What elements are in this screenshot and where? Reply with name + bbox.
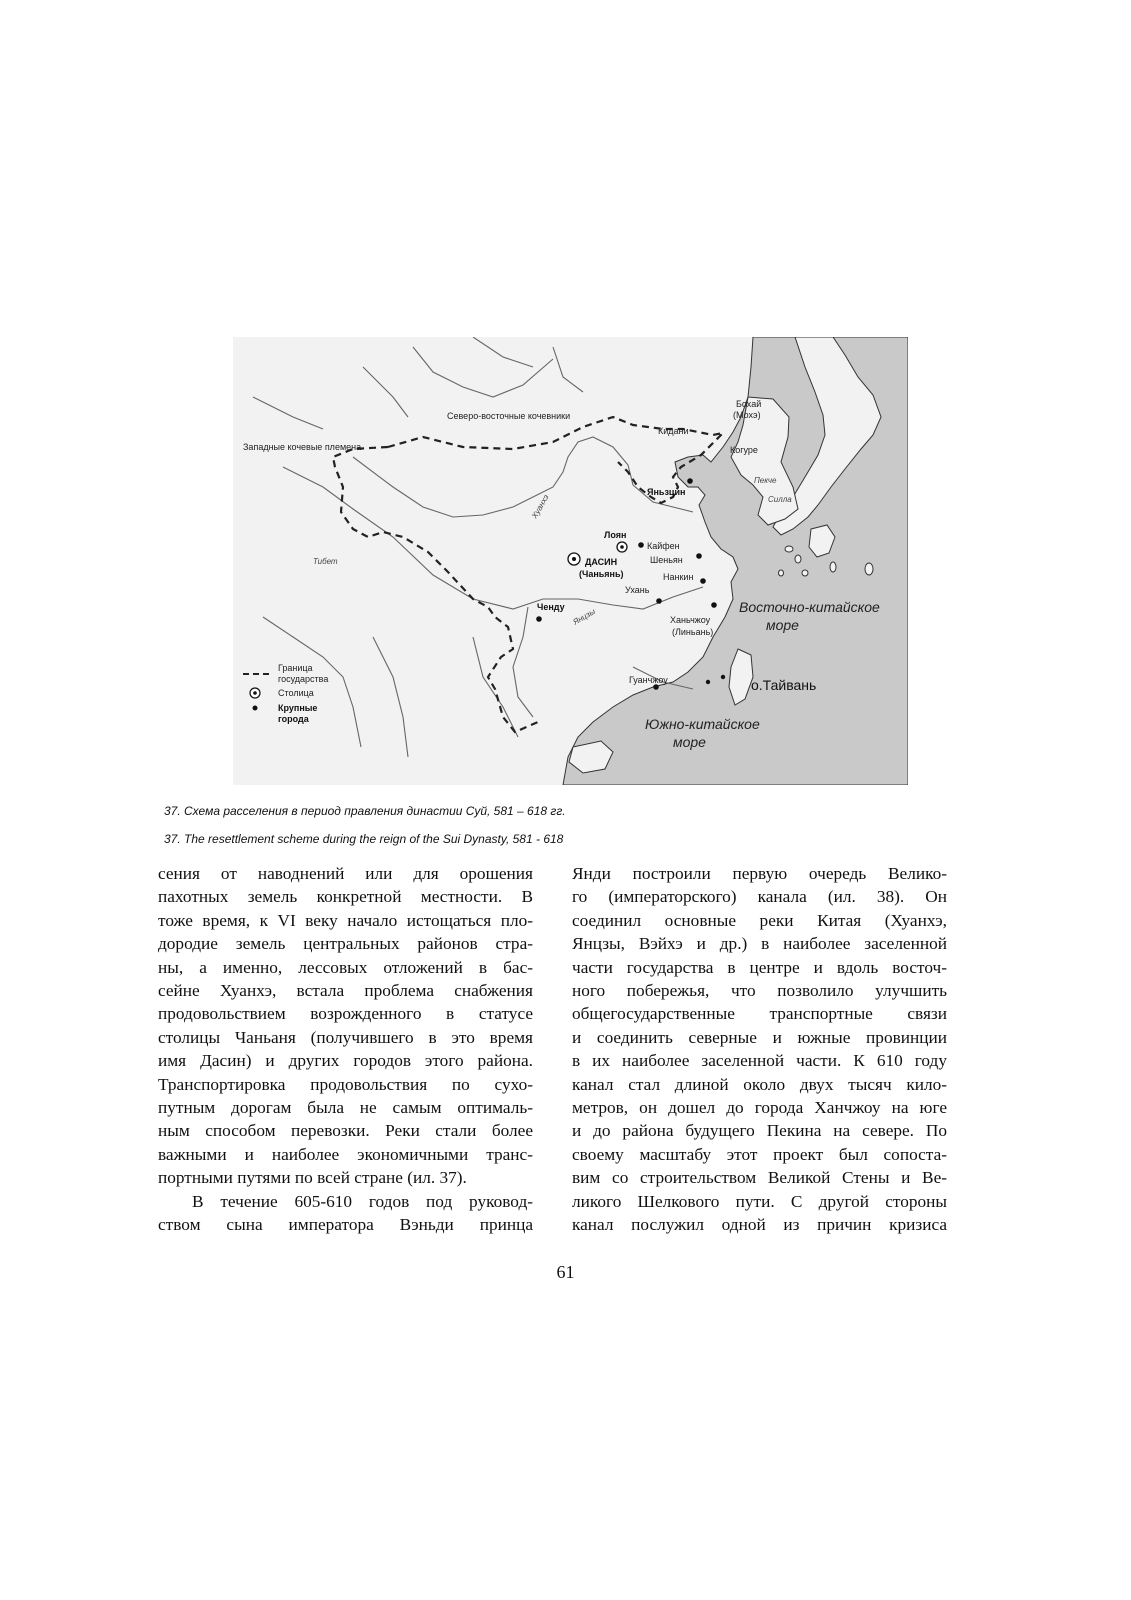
text-line: сейне Хуанхэ, встала проблема снабжения (158, 981, 533, 1001)
label-hangzhou: Ханьчжоу (670, 615, 711, 625)
text-line: ного побережья, что позволило улучшить (572, 981, 947, 1001)
text-line: общегосударственные транспортные связи (572, 1004, 947, 1024)
page-number: 61 (556, 1262, 575, 1282)
label-western-tribes: Западные кочевые племена (243, 442, 362, 452)
label-guangzhou: Гуанчжоу (629, 675, 668, 685)
label-changan: (Чаньянь) (579, 569, 624, 579)
text-line: канал послужил одной из причин кризиса (572, 1215, 947, 1235)
text-line: вим со строительством Великой Стены и Ве- (572, 1168, 947, 1188)
text-line: канал стал длиной около двух тысяч кило- (572, 1074, 947, 1094)
text-line: тоже время, к VI веку начало истощаться пло- (158, 910, 533, 930)
map-figure (233, 337, 908, 785)
label-taiwan: о.Тайвань (751, 677, 817, 693)
label-wuhan: Ухань (625, 585, 650, 595)
text-line: имя Дасин) и других городов этого района. (158, 1051, 533, 1071)
text-line: ством сына императора Вэньди принца (158, 1215, 533, 1235)
right-column (572, 862, 947, 1237)
label-linan: (Линьань) (672, 627, 714, 637)
label-silla: Силла (768, 495, 792, 504)
label-nanjing: Нанкин (663, 572, 694, 582)
label-kaifeng: Кайфен (647, 541, 680, 551)
text-line-indented: В течение 605-610 годов под руковод- (192, 1191, 533, 1211)
text-line: и соединить северные и южные провинции (572, 1027, 947, 1047)
label-luoyang: Лоян (604, 530, 627, 540)
caption-russian: 37. Схема расселения в период правления династии Суй, 581 – 618 гг. (164, 804, 566, 818)
svg-text:государства: государства (278, 674, 329, 684)
label-mohe: (Мохэ) (733, 410, 761, 420)
text-line: путным дорогам была не самым оптималь- (158, 1098, 533, 1118)
text-line: пахотных земель конкретной местности. В (158, 887, 533, 907)
luoyang-marker (617, 542, 627, 552)
caption-english: 37. The resettlement scheme during the reign of the Sui Dynasty, 581 - 618 (164, 832, 564, 846)
text-line: Янцзы, Вэйхэ и др.) в наиболее заселенной (572, 934, 947, 954)
label-kogure: Когуре (730, 445, 758, 455)
text-line: ным способом перевозки. Реки стали более (158, 1121, 533, 1141)
label-chengdu: Ченду (537, 602, 565, 612)
label-south-china-sea-1: Южно-китайское (645, 716, 760, 732)
text-line: портными путями по всей стране (ил. 37). (158, 1168, 467, 1188)
label-yanjing: Яньзцин (647, 487, 686, 497)
label-daxing: ДАСИН (585, 557, 618, 567)
text-line: продовольствием возрожденного в статусе (158, 1004, 533, 1024)
label-tibet: Тибет (313, 557, 338, 566)
label-bohai: Бохай (736, 399, 762, 409)
label-northeast-nomads: Северо-восточные кочевники (447, 411, 571, 421)
text-line: метров, он дошел до города Ханчжоу на юге (572, 1098, 947, 1118)
text-line: соединил основные реки Китая (Хуанхэ, (572, 910, 947, 930)
text-line: Транспортировка продовольствия по сухо- (158, 1074, 533, 1094)
label-huanghe: Хуанхэ (529, 493, 551, 520)
text-line: го (императорского) канала (ил. 38). Он (572, 887, 947, 907)
label-kidani: Кидани (658, 426, 689, 436)
text-line: сения от наводнений или для орошения (158, 864, 533, 883)
label-pekche: Пекче (754, 476, 777, 485)
label-south-china-sea-2: море (673, 734, 706, 750)
text-line: в их наиболее заселенной части. К 610 году (572, 1051, 947, 1071)
sui-dynasty-map (233, 337, 908, 785)
text-line: своему масштабу этот проект был сопоста- (572, 1144, 947, 1164)
text-line: дородие земель центральных районов стра- (158, 934, 533, 954)
label-yangtze: Янцзы (571, 606, 597, 627)
svg-text:Столица: Столица (278, 688, 314, 698)
svg-text:города: города (278, 714, 309, 724)
text-line: ны, а именно, лессовых отложений в бас- (158, 957, 533, 977)
svg-text:Крупные: Крупные (278, 703, 318, 713)
text-line: важными и наиболее экономичными транс- (158, 1144, 533, 1164)
text-line: части государства в центре и вдоль восточ- (572, 957, 947, 977)
text-line: и до района будущего Пекина на севере. По (572, 1121, 947, 1141)
label-east-china-sea-2: море (766, 617, 799, 633)
svg-text:Граница: Граница (278, 663, 313, 673)
city-markers (536, 478, 725, 690)
text-line: столицы Чаньаня (получившего в это время (158, 1027, 533, 1047)
text-line: Янди построили первую очередь Велико- (572, 864, 947, 883)
text-line: ликого Шелкового пути. С другой стороны (572, 1191, 947, 1211)
label-shenyang: Шеньян (650, 555, 683, 565)
left-column (158, 862, 533, 1237)
label-east-china-sea-1: Восточно-китайское (739, 599, 880, 615)
capital-marker (568, 553, 580, 565)
map-legend (243, 663, 328, 724)
